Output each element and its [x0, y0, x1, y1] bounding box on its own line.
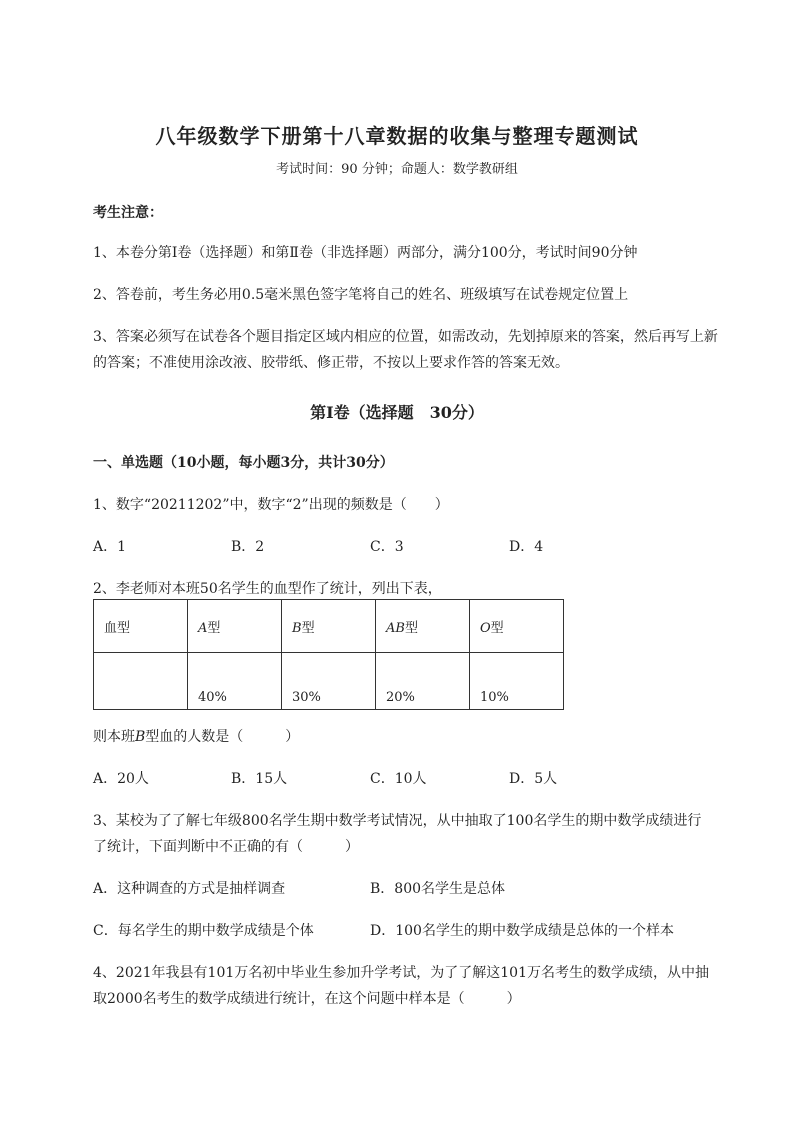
section-title: 第I卷（选择题 30分） — [310, 403, 484, 422]
blood-type-letter: A — [198, 620, 208, 636]
q3-stem-line-1: 3、某校为了了解七年级800名学生期中数学考试情况，从中抽取了100名学生的期中数学成绩进行 — [93, 813, 702, 829]
q3-option-c: C．每名学生的期中数学成绩是个体 — [93, 923, 314, 939]
blood-type-table — [93, 599, 564, 710]
q4-stem-line-2: 取2000名考生的数学成绩进行统计，在这个问题中样本是（ ） — [93, 991, 521, 1007]
table-cell: 30% — [282, 653, 376, 710]
type-suffix: 型 — [301, 620, 315, 636]
q2-option-c: C．10人 — [370, 771, 427, 787]
blood-type-letter: B — [292, 620, 302, 636]
table-header-cell — [188, 600, 282, 653]
q2-question-suffix: 型血的人数是（ ） — [145, 729, 300, 745]
table-cell — [94, 653, 188, 710]
q2-option-b: B．15人 — [231, 771, 288, 787]
table-cell: 40% — [188, 653, 282, 710]
notice-item-3-continued: 的答案；不准使用涂改液、胶带纸、修正带，不按以上要求作答的答案无效。 — [93, 355, 569, 371]
q1-stem: 1、数字“20211202”中，数字“2”出现的频数是（ ） — [93, 497, 449, 513]
notice-item-1: 1、本卷分第I卷（选择题）和第Ⅱ卷（非选择题）两部分，满分100分，考试时间90分钟 — [93, 245, 638, 261]
q1-option-a: A．1 — [93, 539, 127, 555]
q2-question-variable: B — [135, 729, 146, 745]
notice-item-3: 3、答案必须写在试卷各个题目指定区域内相应的位置，如需改动，先划掉原来的答案，然后再写上新 — [93, 329, 718, 345]
table-header-cell — [94, 600, 188, 653]
blood-type-letter: AB — [386, 620, 405, 636]
q3-option-d: D．100名学生的期中数学成绩是总体的一个样本 — [370, 923, 674, 939]
q3-option-b: B．800名学生是总体 — [370, 881, 506, 897]
q4-stem-line-1: 4、2021年我县有101万名初中毕业生参加升学考试，为了了解这101万名考生的数学成绩，从中抽 — [93, 965, 709, 981]
q1-option-b: B．2 — [231, 539, 265, 555]
table-cell: 10% — [470, 653, 564, 710]
table-header-cell — [376, 600, 470, 653]
q3-stem-line-2: 了统计，下面判断中不正确的有（ ） — [93, 839, 359, 855]
exam-title: 八年级数学下册第十八章数据的收集与整理专题测试 — [155, 124, 639, 148]
notice-heading: 考生注意： — [93, 205, 163, 221]
part-heading: 一、单选题（10小题，每小题3分，共计30分） — [93, 455, 394, 471]
q1-option-d: D．4 — [509, 539, 544, 555]
type-suffix: 型 — [490, 620, 504, 636]
header-label: 血型 — [104, 620, 131, 636]
q2-option-a: A．20人 — [93, 771, 149, 787]
q2-stem: 2、李老师对本班50名学生的血型作了统计，列出下表， — [93, 581, 442, 597]
blood-type-letter: O — [480, 620, 491, 636]
q3-option-a: A．这种调查的方式是抽样调查 — [93, 881, 286, 897]
notice-item-2: 2、答卷前，考生务必用0.5毫米黑色签字笔将自己的姓名、班级填写在试卷规定位置上 — [93, 287, 629, 303]
type-suffix: 型 — [207, 620, 221, 636]
table-header-cell — [470, 600, 564, 653]
table-row — [94, 653, 564, 710]
q2-option-d: D．5人 — [509, 771, 558, 787]
type-suffix: 型 — [404, 620, 418, 636]
q2-question-prefix: 则本班 — [93, 729, 135, 745]
q2-question — [93, 726, 299, 746]
table-row — [94, 600, 564, 653]
table-cell: 20% — [376, 653, 470, 710]
exam-subtitle: 考试时间：90 分钟；命题人：数学教研组 — [276, 162, 518, 177]
table-header-cell — [282, 600, 376, 653]
q1-option-c: C．3 — [370, 539, 404, 555]
